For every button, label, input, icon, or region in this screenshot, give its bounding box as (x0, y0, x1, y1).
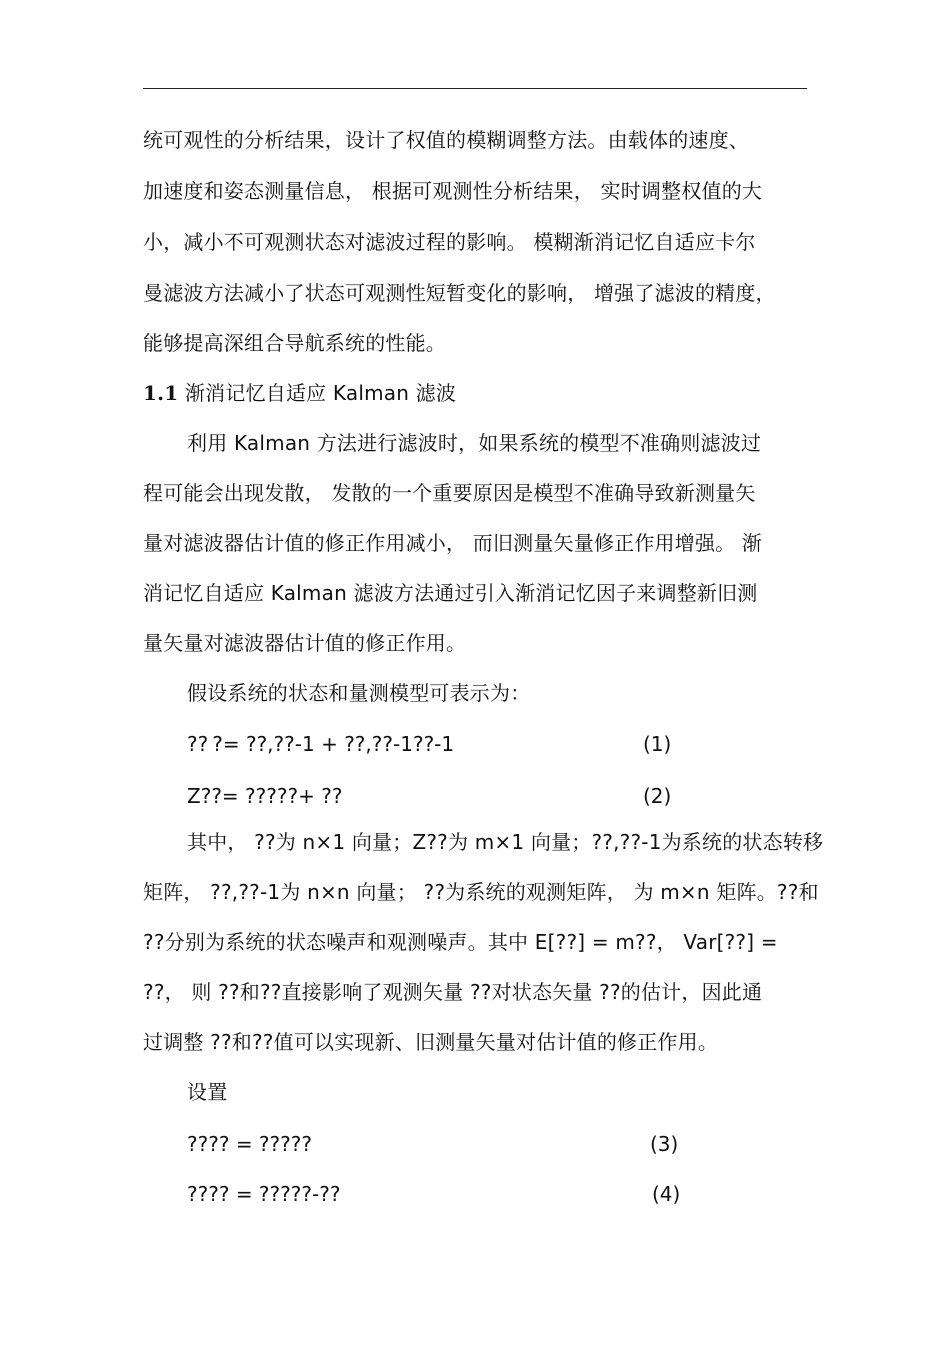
setting-label: 设置 (187, 1080, 228, 1104)
equation-number-4: (4) (652, 1182, 681, 1206)
text-line: 过调整 ??和??值可以实现新、旧测量矢量对估计值的修正作用。 (143, 1030, 719, 1054)
text-line: 统可观性的分析结果，设计了权值的模糊调整方法。由载体的速度、 (143, 128, 749, 152)
text-line: 利用 Kalman 方法进行滤波时，如果系统的模型不准确则滤波过 (187, 431, 762, 455)
text-line: 量矢量对滤波器估计值的修正作用。 (143, 631, 467, 655)
text-line: 量对滤波器估计值的修正作用减小， 而旧测量矢量修正作用增强。 渐 (143, 531, 763, 555)
text-line: ??分别为系统的状态噪声和观测噪声。其中 E[??] = m??， Var[??] = (143, 930, 778, 954)
section-heading (143, 380, 456, 406)
text-line: 小，减小不可观测状态对滤波过程的影响。 模糊渐消记忆自适应卡尔 (143, 230, 756, 254)
equation-number-3: (3) (650, 1132, 679, 1156)
text-line: ??， 则 ??和??直接影响了观测矢量 ??对状态矢量 ??的估计，因此通 (143, 980, 763, 1004)
text-line: 程可能会出现发散， 发散的一个重要原因是模型不准确导致新测量矢 (143, 481, 756, 505)
header-rule (143, 88, 807, 89)
text-line: 消记忆自适应 Kalman 滤波方法通过引入渐消记忆因子来调整新旧测 (143, 581, 758, 605)
text-line: 其中， ??为 n×1 向量；Z??为 m×1 向量；??,??-1为系统的状态转移 (187, 830, 824, 854)
section-number: 1.1 (143, 381, 179, 405)
text-line: 能够提高深组合导航系统的性能。 (143, 331, 446, 355)
text-line: 曼滤波方法减小了状态可观测性短暂变化的影响， 增强了滤波的精度， (143, 281, 776, 305)
equation-number-1: (1) (643, 732, 672, 756)
model-intro: 假设系统的状态和量测模型可表示为： (187, 681, 531, 705)
section-title: 渐消记忆自适应 Kalman 滤波 (184, 381, 457, 405)
equation-1: ?? ?= ??,??-1 + ??,??-1??-1 (187, 732, 455, 756)
text-line: 矩阵， ??,??-1为 n×n 向量； ??为系统的观测矩阵， 为 m×n 矩阵。??和 (143, 880, 819, 904)
equation-number-2: (2) (643, 784, 672, 808)
equation-4: ???? = ?????-?? (187, 1182, 341, 1206)
equation-3: ???? = ????? (187, 1132, 313, 1156)
text-line: 加速度和姿态测量信息， 根据可观测性分析结果， 实时调整权值的大 (143, 179, 763, 203)
equation-2: Z??= ?????+ ?? (187, 784, 343, 808)
